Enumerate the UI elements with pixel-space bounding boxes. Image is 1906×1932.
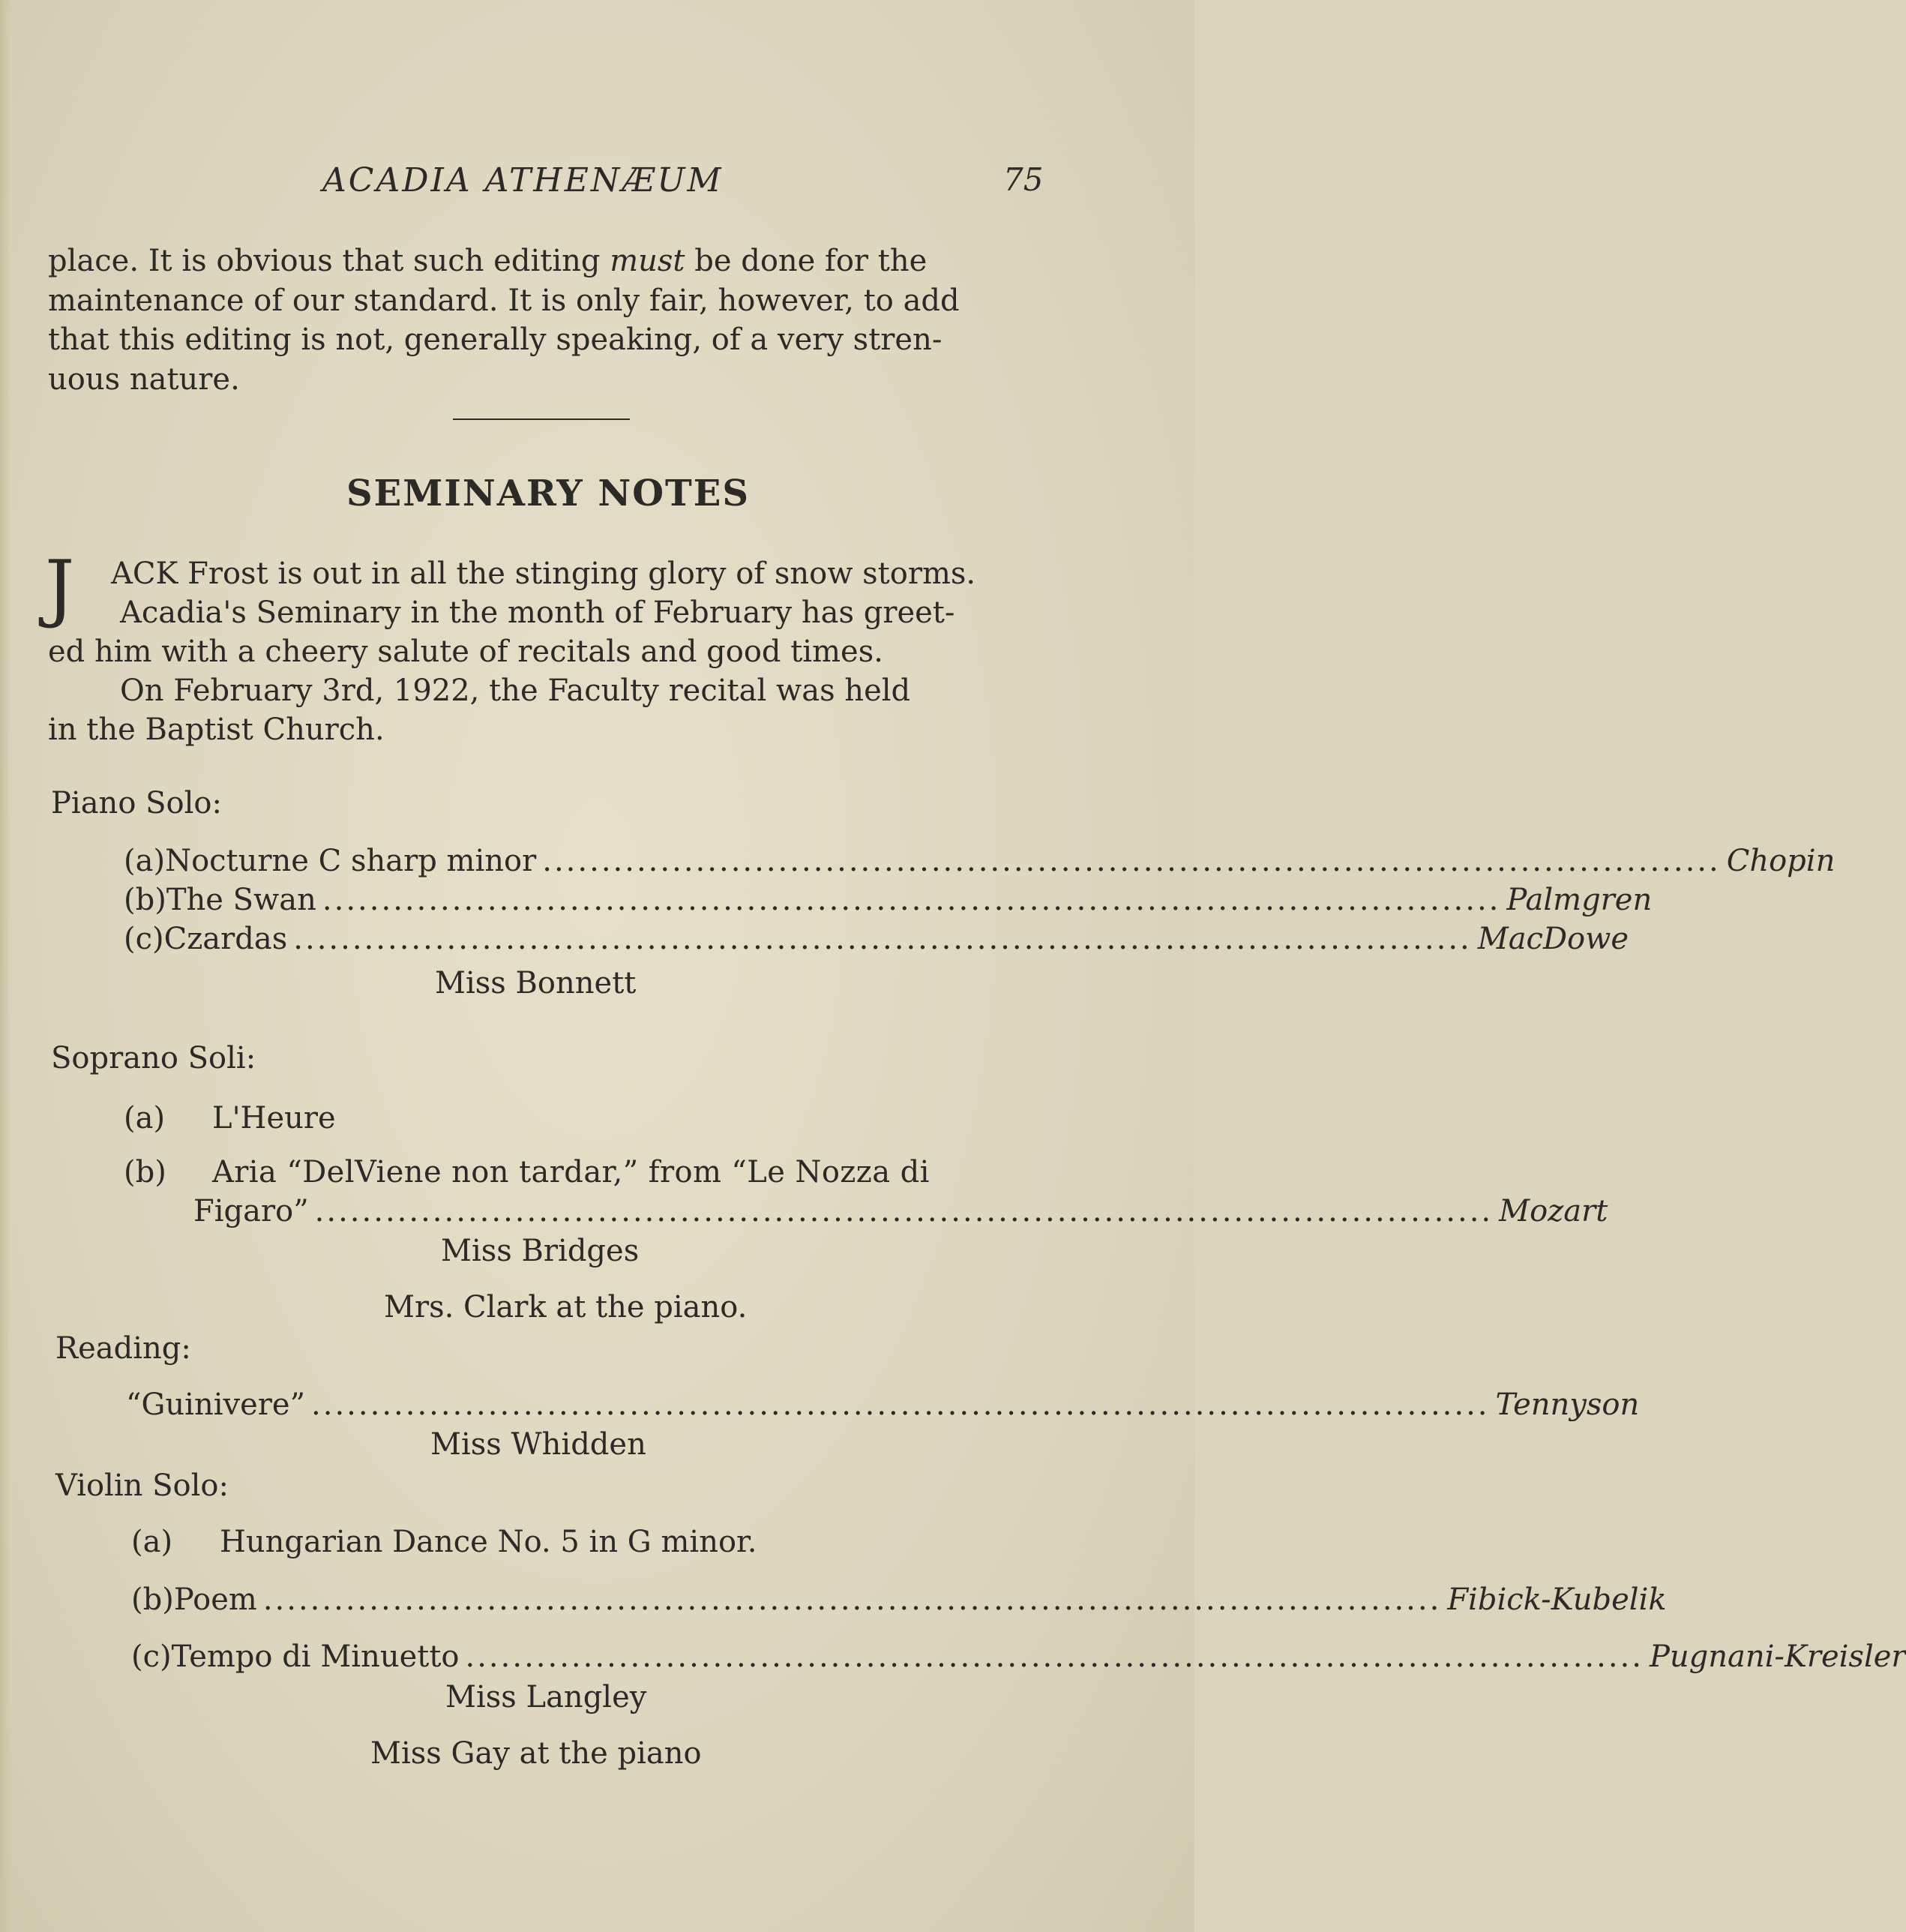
accompanist-note: Miss Gay at the piano <box>370 1736 702 1771</box>
program-item: (a) L'Heure <box>124 1101 336 1136</box>
performer-name: Miss Bonnett <box>435 966 637 1000</box>
performer-name: Miss Bridges <box>441 1234 640 1268</box>
performer-name: Miss Langley <box>445 1680 647 1714</box>
body-line: On February 3rd, 1922, the Faculty recital was held <box>120 674 911 708</box>
page-number: 75 <box>1003 161 1044 198</box>
program-item: (b) Aria “DelViene non tardar,” from “Le Nozza di <box>124 1155 930 1190</box>
body-line: ACK Frost is out in all the stinging glory of snow storms. <box>111 556 976 591</box>
intro-line: uous nature. <box>48 362 240 397</box>
program-item: (c) Tempo di Minuetto .................................................................................................... Pugnani-Kreisler <box>131 1640 1906 1674</box>
accompanist-note: Mrs. Clark at the piano. <box>384 1290 748 1324</box>
intro-paragraph <box>48 242 1041 399</box>
performer-name: Miss Whidden <box>430 1427 646 1462</box>
intro-line: place. It is obvious that such editing must be done for the <box>48 244 928 278</box>
program-item: (a) Nocturne C sharp minor .................................................................................................... Chopin <box>124 844 1836 878</box>
program-heading-soprano: Soprano Soli: <box>51 1041 256 1076</box>
program-item: “Guinivere” .................................................................................................... Tennyson <box>126 1388 1640 1422</box>
program-heading-violin: Violin Solo: <box>55 1468 229 1503</box>
program-item: (a) Hungarian Dance No. 5 in G minor. <box>131 1525 757 1559</box>
body-line: in the Baptist Church. <box>48 712 385 747</box>
body-line: ed him with a cheery salute of recitals and good times. <box>48 634 883 669</box>
intro-line: that this editing is not, generally speaking, of a very stren- <box>48 322 943 357</box>
section-title: SEMINARY NOTES <box>346 472 750 514</box>
emphasis-must: must <box>610 244 685 278</box>
running-header: ACADIA ATHENÆUM <box>322 161 724 200</box>
intro-line: maintenance of our standard. It is only fair, however, to add <box>48 283 960 318</box>
body-line: Acadia's Seminary in the month of February has greet- <box>120 596 955 630</box>
program-heading-piano: Piano Solo: <box>51 786 222 820</box>
program-item: (c) Czardas .................................................................................................... MacDowe <box>124 922 1629 956</box>
program-item: (b) Poem .................................................................................................... Fibick-Kubelik <box>131 1582 1667 1617</box>
program-item-continued: Figaro” .................................................................................................... Mozart <box>193 1194 1608 1228</box>
section-divider <box>453 418 630 420</box>
program-item: (b) The Swan .................................................................................................... Palmgren <box>124 883 1653 917</box>
page-edge <box>0 0 10 1932</box>
drop-cap: J <box>45 545 75 631</box>
program-heading-reading: Reading: <box>55 1331 191 1366</box>
